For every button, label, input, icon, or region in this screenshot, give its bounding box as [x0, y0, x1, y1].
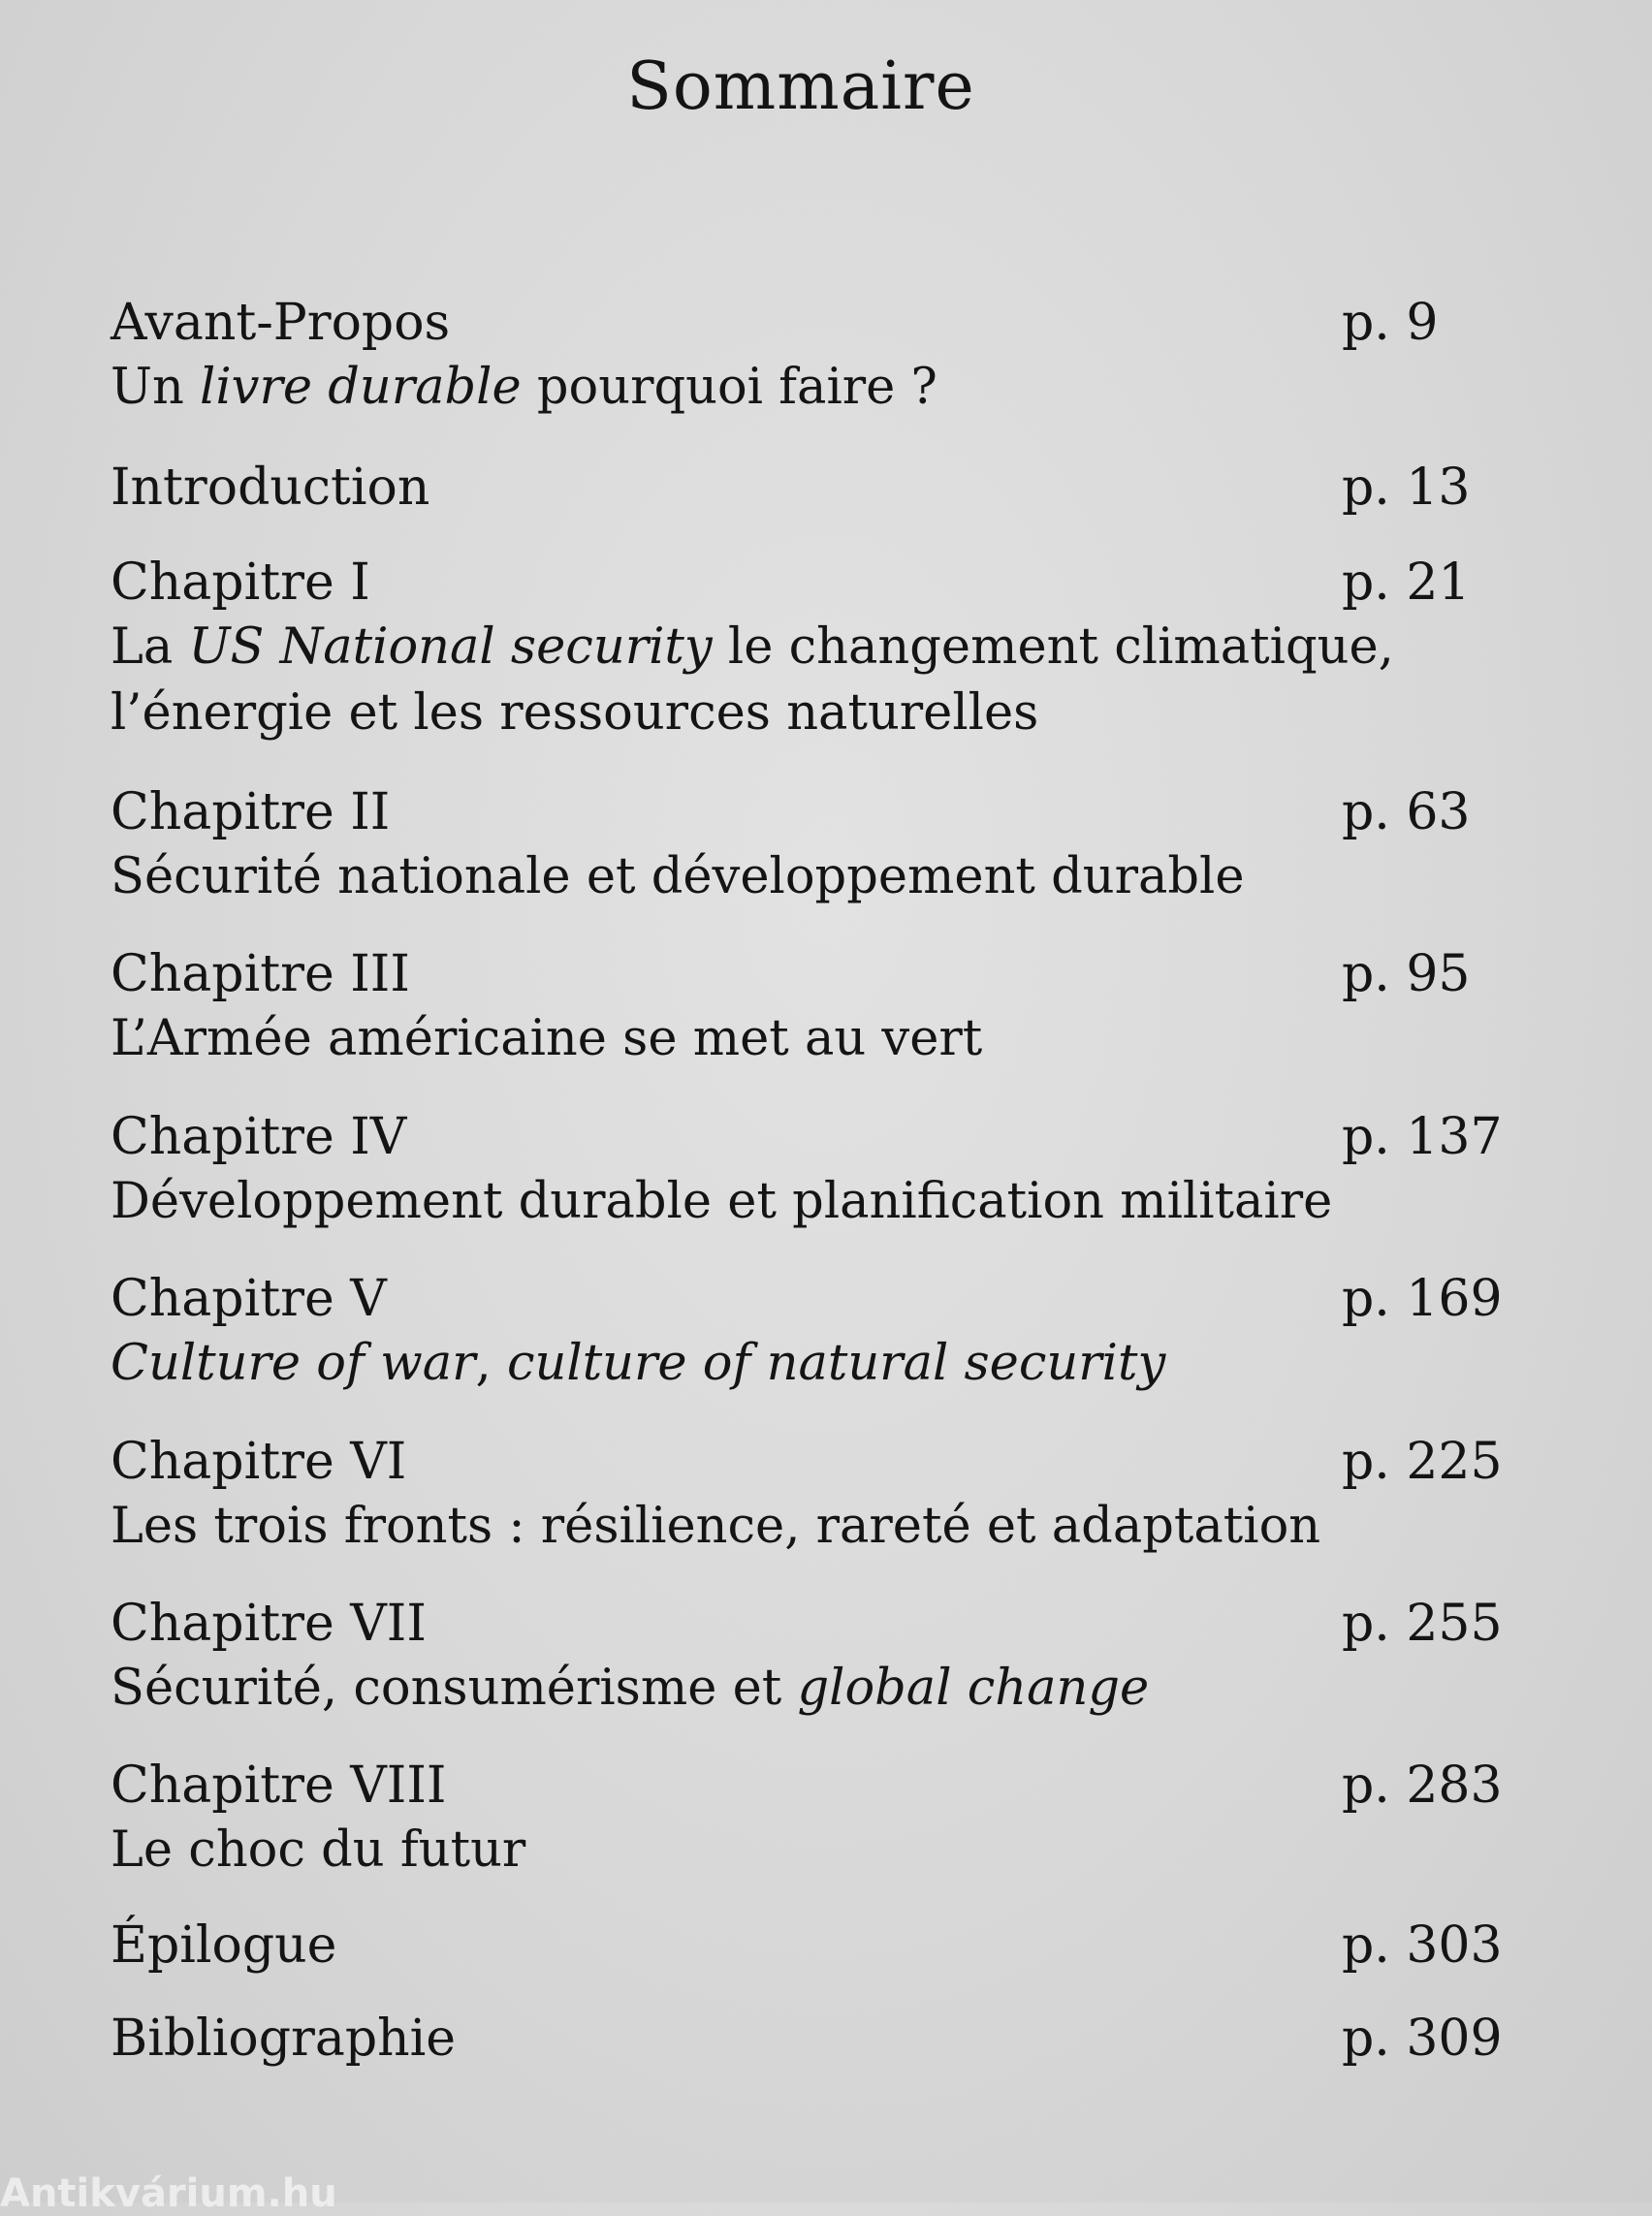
- toc-entry-introduction: [111, 456, 1487, 520]
- toc-entry-chapitre-8: [111, 1754, 1503, 1884]
- entry-page-number: p. 137: [1342, 1108, 1503, 1166]
- entry-heading: Chapitre II: [111, 783, 391, 841]
- entry-page-number: p. 255: [1342, 1595, 1503, 1653]
- entry-heading: Chapitre III: [111, 945, 410, 1003]
- subtitle-part: L’Armée américaine se met au vert: [111, 1010, 983, 1067]
- toc-entry-avant-propos: [111, 291, 1487, 421]
- watermark-text: Antikvárium.hu: [0, 2171, 337, 2216]
- subtitle-part: Développement durable et planification militaire: [111, 1173, 1333, 1230]
- toc-entry-chapitre-1: [111, 551, 1487, 746]
- entry-page-number: p. 225: [1342, 1433, 1503, 1491]
- entry-heading: Chapitre VI: [111, 1433, 407, 1491]
- entry-subtitle-line-2: [111, 681, 1487, 746]
- toc-entry-chapitre-3: [111, 942, 1487, 1072]
- subtitle-part-italic: Culture of war: [111, 1335, 476, 1392]
- entry-heading: Chapitre V: [111, 1270, 387, 1328]
- subtitle-part-italic: US National security: [188, 618, 713, 676]
- entry-heading: Introduction: [111, 459, 430, 517]
- subtitle-part: Sécurité nationale et développement durable: [111, 848, 1245, 905]
- toc-entry-chapitre-6: [111, 1430, 1503, 1560]
- subtitle-part: ,: [475, 1335, 507, 1392]
- entry-subtitle: [111, 1006, 1487, 1072]
- toc-entry-chapitre-4: [111, 1105, 1503, 1235]
- toc-entry-bibliographie: [111, 2007, 1503, 2071]
- entry-heading: Épilogue: [111, 1916, 337, 1975]
- entry-page-number: p. 9: [1342, 294, 1439, 352]
- entry-heading: Chapitre VII: [111, 1595, 427, 1653]
- subtitle-part: l’énergie et les ressources naturelles: [111, 684, 1039, 742]
- subtitle-part: pourquoi faire ?: [521, 359, 937, 416]
- entry-heading: Bibliographie: [111, 2010, 457, 2068]
- entry-subtitle: [111, 355, 1487, 421]
- subtitle-part: Un: [111, 359, 201, 416]
- entry-page-number: p. 169: [1342, 1270, 1503, 1328]
- entry-heading: Chapitre IV: [111, 1108, 407, 1166]
- entry-subtitle: [111, 1494, 1487, 1560]
- toc-entry-chapitre-7: [111, 1592, 1503, 1722]
- entry-page-number: p. 309: [1342, 2010, 1503, 2068]
- entry-subtitle: [111, 844, 1487, 910]
- entry-page-number: p. 63: [1342, 783, 1471, 841]
- toc-entry-epilogue: [111, 1914, 1503, 1978]
- subtitle-part-italic: culture of natural security: [506, 1335, 1166, 1392]
- entry-subtitle: [111, 1169, 1487, 1235]
- entry-page-number: p. 303: [1342, 1916, 1503, 1975]
- entry-subtitle: [111, 1818, 1487, 1884]
- subtitle-part: La: [111, 618, 189, 676]
- subtitle-part: Sécurité, consumérisme et: [111, 1660, 798, 1717]
- subtitle-part: Les trois fronts : résilience, rareté et adaptation: [111, 1498, 1321, 1555]
- entry-page-number: p. 21: [1342, 554, 1471, 612]
- entry-page-number: p. 283: [1342, 1757, 1503, 1815]
- toc-entry-chapitre-2: [111, 780, 1487, 910]
- toc-entry-chapitre-5: [111, 1267, 1503, 1397]
- page-title: Sommaire: [626, 48, 975, 125]
- entry-subtitle: [111, 615, 1487, 681]
- entry-page-number: p. 95: [1342, 945, 1471, 1003]
- subtitle-part-italic: livre durable: [200, 359, 522, 416]
- subtitle-part-italic: global change: [797, 1660, 1150, 1717]
- subtitle-part: Le choc du futur: [111, 1821, 526, 1879]
- entry-subtitle: [111, 1656, 1487, 1722]
- subtitle-part: le changement climatique,: [712, 618, 1394, 676]
- entry-heading: Chapitre I: [111, 554, 370, 612]
- entry-page-number: p. 13: [1342, 459, 1471, 517]
- entry-subtitle: [111, 1331, 1487, 1397]
- entry-heading: Avant-Propos: [111, 294, 451, 352]
- entry-heading: Chapitre VIII: [111, 1757, 447, 1815]
